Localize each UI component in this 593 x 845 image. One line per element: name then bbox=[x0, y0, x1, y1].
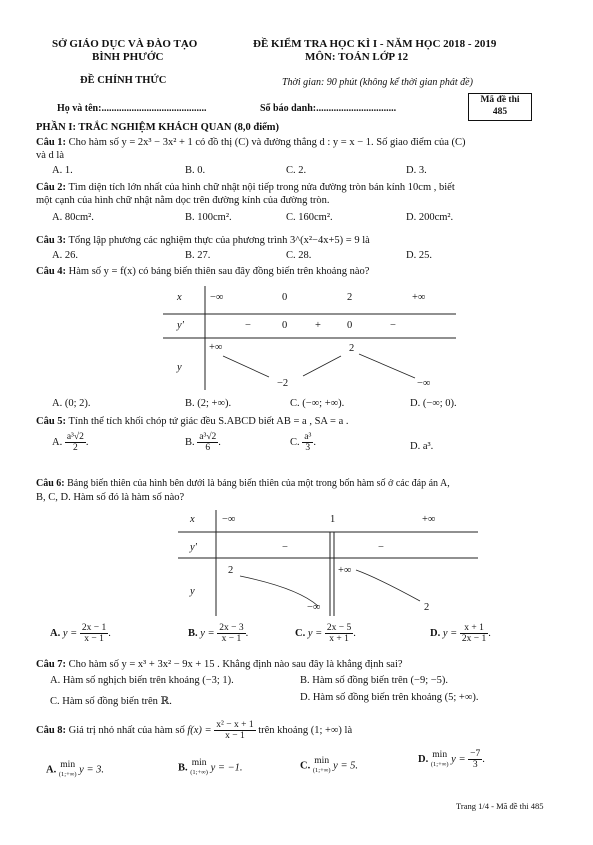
q4-option-b: B. (2; +∞). bbox=[185, 398, 232, 409]
t4-x-label: x bbox=[177, 292, 182, 303]
q1-option-c: C. 2. bbox=[286, 165, 307, 176]
q1-option-b: B. 0. bbox=[185, 165, 206, 176]
t6-x-neg-inf: −∞ bbox=[222, 514, 236, 525]
t4-yp-plus: + bbox=[315, 320, 321, 331]
t6-yp-minus-1: − bbox=[282, 542, 288, 553]
exam-code-value: 485 bbox=[492, 107, 508, 117]
q6-option-c: C. y = $\frac{2x - 5}{x + 1}$ . bbox=[295, 623, 356, 644]
candidate-name-field: Họ và tên:.......................................... bbox=[57, 103, 207, 114]
q1-option-a: A. 1. bbox=[52, 165, 73, 176]
province-name: BÌNH PHƯỚC bbox=[92, 51, 164, 63]
department-name: SỞ GIÁO DỤC VÀ ĐÀO TẠO bbox=[52, 38, 198, 50]
q8-option-d: D. min (1;+∞) y = $\frac{-7}{3}$ . bbox=[418, 749, 485, 770]
exam-title: ĐỀ KIỂM TRA HỌC KÌ I - NĂM HỌC 2018 - 2019 bbox=[253, 38, 497, 50]
q5-option-b: B. $\frac{\text{a³√2}}{6}$ . bbox=[185, 432, 221, 453]
t4-yp-zero-2: 0 bbox=[347, 320, 353, 331]
t4-y-neg-inf: −∞ bbox=[417, 378, 431, 389]
question-3: Câu 3: Tổng lập phương các nghiệm thực của phương trình 3^(x²−4x+5) = 9 là bbox=[36, 235, 370, 246]
q1-option-d: D. 3. bbox=[406, 165, 427, 176]
t4-x-0: 0 bbox=[282, 292, 288, 303]
q3-option-c: C. 28. bbox=[286, 250, 312, 261]
t4-yp-minus-2: − bbox=[390, 320, 396, 331]
q5-option-c: C. $\frac{\text{a³}}{3}$ . bbox=[290, 432, 316, 453]
t6-yp-label: y' bbox=[190, 542, 197, 553]
question-6: Câu 6: Bảng biến thiên của hình bên dưới là bảng biến thiên của một trong bốn hàm số ở các đáp án A, bbox=[36, 478, 450, 489]
q7-option-c: C. Hàm số đồng biến trên ℝ. bbox=[50, 696, 172, 707]
t4-y-label: y bbox=[177, 362, 182, 373]
t4-x-neg-inf: −∞ bbox=[210, 292, 224, 303]
t4-y-2: 2 bbox=[349, 343, 355, 354]
t6-x-label: x bbox=[190, 514, 195, 525]
t6-yp-minus-2: − bbox=[378, 542, 384, 553]
question-1: Câu 1: Cho hàm số y = 2x³ − 3x² + 1 có đồ thị (C) và đường thẳng d : y = x − 1. Số giao điểm của (C) bbox=[36, 137, 466, 148]
q6-option-b: B. y = $\frac{2x - 3}{x - 1}$ . bbox=[188, 623, 249, 644]
q7-option-d: D. Hàm số đồng biến trên khoảng (5; +∞). bbox=[300, 692, 479, 703]
q5-option-a: A. $\frac{\text{a³√2}}{2}$ . bbox=[52, 432, 89, 453]
q6-option-a: A. y = $\frac{2x - 1}{x - 1}$ . bbox=[50, 623, 111, 644]
question-4: Câu 4: Hàm số y = f(x) có bảng biến thiên sau đây đồng biến trên khoảng nào? bbox=[36, 266, 370, 277]
q7-option-b: B. Hàm số đồng biến trên (−9; −5). bbox=[300, 675, 449, 686]
q2-option-c: C. 160cm². bbox=[286, 212, 333, 223]
question-2-cont: một cạnh của hình chữ nhật nằm dọc trên đường kính của đường tròn. bbox=[36, 195, 330, 206]
exam-code-label: Mã đề thi bbox=[480, 95, 520, 105]
q8-option-b: B. min (1;+∞) y = −1. bbox=[178, 758, 243, 776]
t4-yp-label: y' bbox=[177, 320, 184, 331]
q4-option-d: D. (−∞; 0). bbox=[410, 398, 457, 409]
t4-yp-zero-1: 0 bbox=[282, 320, 288, 331]
official-label: ĐỀ CHÍNH THỨC bbox=[80, 75, 167, 86]
question-2: Câu 2: Tìm diện tích lớn nhất của hình chữ nhật nội tiếp trong nửa đường tròn bán kính 10cm , biết bbox=[36, 182, 455, 193]
t4-x-pos-inf: +∞ bbox=[412, 292, 426, 303]
q3-option-b: B. 27. bbox=[185, 250, 211, 261]
exam-code-box bbox=[468, 93, 532, 121]
question-1-cont: và d là bbox=[36, 150, 64, 161]
q3-option-d: D. 25. bbox=[406, 250, 432, 261]
q8-option-c: C. min (1;+∞) y = 5. bbox=[300, 756, 359, 774]
t6-y-2-right: 2 bbox=[424, 602, 430, 613]
page-footer: Trang 1/4 - Mã đề thi 485 bbox=[456, 801, 544, 811]
question-6-cont: B, C, D. Hàm số đó là hàm số nào? bbox=[36, 492, 185, 503]
q2-option-d: D. 200cm². bbox=[406, 212, 454, 223]
q8-option-a: A. min (1;+∞) y = 3. bbox=[46, 760, 105, 778]
subject-title: MÔN: TOÁN LỚP 12 bbox=[305, 51, 409, 63]
t6-y-2-left: 2 bbox=[228, 565, 234, 576]
q2-option-b: B. 100cm². bbox=[185, 212, 232, 223]
time-note: Thời gian: 90 phút (không kể thời gian phát đề) bbox=[282, 77, 473, 88]
q4-option-c: C. (−∞; +∞). bbox=[290, 398, 345, 409]
t4-yp-minus-1: − bbox=[245, 320, 251, 331]
q5-option-d: D. a³. bbox=[410, 441, 434, 452]
q6-option-d: D. y = $\frac{x + 1}{2x - 1}$ . bbox=[430, 623, 491, 644]
question-5: Câu 5: Tính thể tích khối chóp tứ giác đều S.ABCD biết AB = a , SA = a . bbox=[36, 416, 349, 427]
candidate-number-field: Số báo danh:................................ bbox=[260, 103, 397, 114]
t4-y-neg-2: −2 bbox=[277, 378, 289, 389]
q2-option-a: A. 80cm². bbox=[52, 212, 94, 223]
q3-option-a: A. 26. bbox=[52, 250, 78, 261]
question-8: Câu 8: Giá trị nhỏ nhất của hàm số f(x) = $\frac{\text{x² − x + 1}}{x - 1}$ trên khoảng (1; +∞) là bbox=[36, 720, 353, 741]
t4-y-pos-inf: +∞ bbox=[209, 342, 223, 353]
question-7: Câu 7: Cho hàm số y = x³ + 3x² − 9x + 15 . Khẳng định nào sau đây là khẳng định sai? bbox=[36, 659, 403, 670]
t6-y-label: y bbox=[190, 586, 195, 597]
t6-y-neg-inf: −∞ bbox=[307, 602, 321, 613]
section-heading: PHẦN I: TRẮC NGHIỆM KHÁCH QUAN (8,0 điểm) bbox=[36, 122, 280, 133]
q7-option-a: A. Hàm số nghịch biến trên khoảng (−3; 1). bbox=[50, 675, 234, 686]
t6-y-pos-inf: +∞ bbox=[338, 565, 352, 576]
t6-x-pos-inf: +∞ bbox=[422, 514, 436, 525]
t4-x-2: 2 bbox=[347, 292, 353, 303]
t6-x-1: 1 bbox=[330, 514, 336, 525]
q4-option-a: A. (0; 2). bbox=[52, 398, 91, 409]
